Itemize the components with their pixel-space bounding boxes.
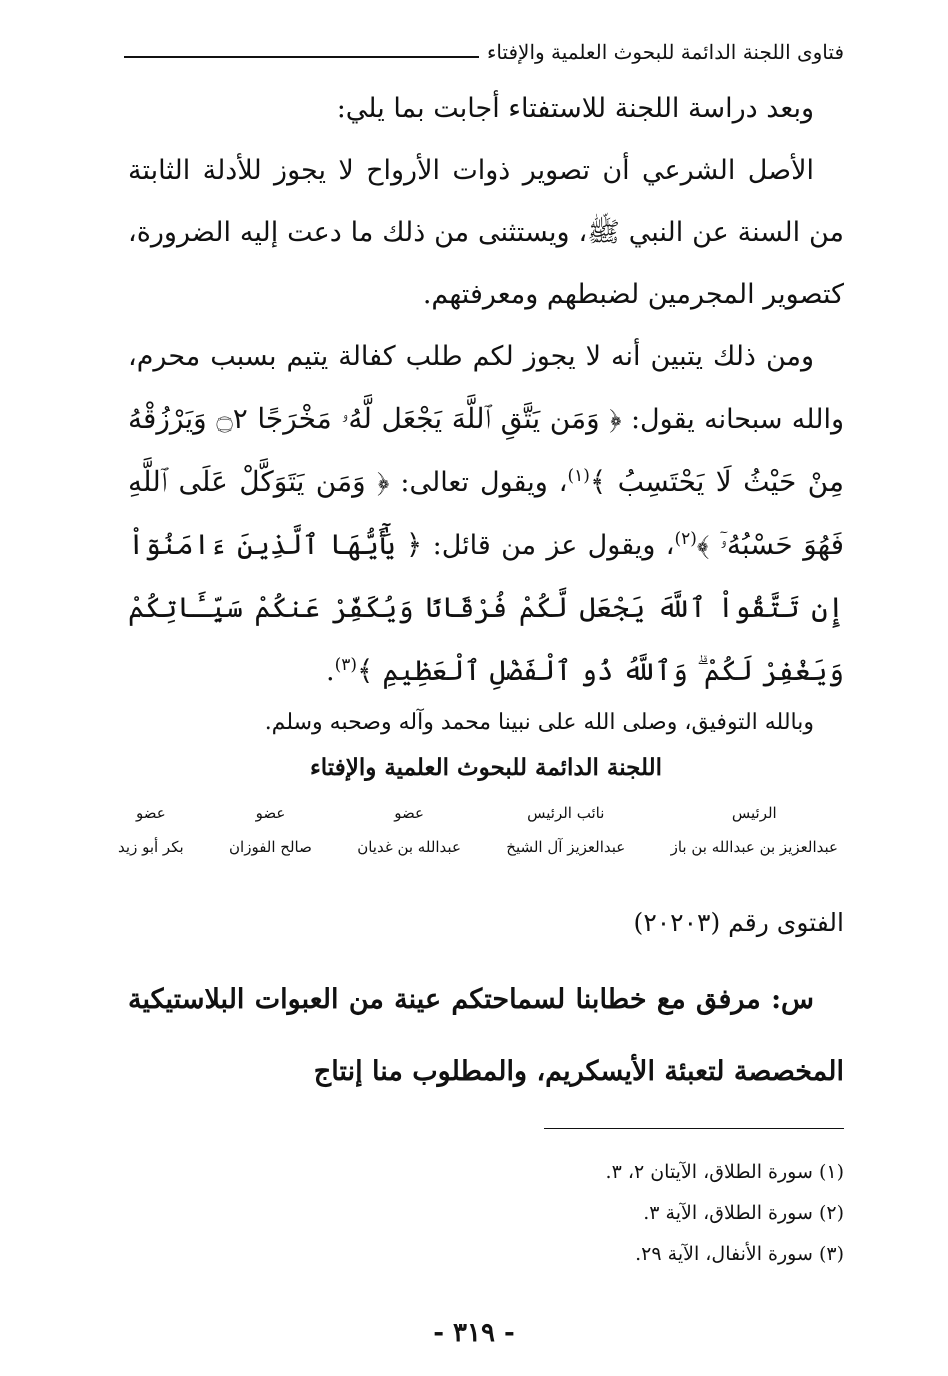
- signatures-block: [118, 796, 838, 866]
- quran-verse-1: ﴿ وَمَن يَتَّقِ ٱللَّهَ يَجْعَل لَّهُۥ مَخْرَجًا ۝٢ وَيَرْزُقْهُ مِنْ حَيْثُ لَا يَحْتَسِبُ ﴾: [128, 402, 844, 498]
- footnote-separator: [544, 1128, 844, 1129]
- paragraph-2-text-c: ، ويقول عز من قائل:: [432, 530, 675, 561]
- signature-name: بكر أبو زيد: [118, 838, 184, 856]
- signature-name: صالح الفوزان: [229, 838, 312, 856]
- fatwa-question: [128, 964, 844, 1108]
- signature-name: عبدالله بن غديان: [357, 838, 461, 856]
- signature-member-3: [118, 796, 184, 866]
- answer-paragraph-2: [128, 326, 844, 703]
- footnote-ref-1: (١): [567, 466, 590, 486]
- header-rule: [124, 56, 479, 58]
- closing-line: وبالله التوفيق، وصلى الله على نبينا محمد وآله وصحبه وسلم.: [264, 710, 814, 735]
- quran-verse-2: ﴿ وَمَن يَتَوَكَّلْ عَلَى ٱللَّهِ فَهُوَ حَسْبُهُۥٓ ﴾: [128, 465, 844, 561]
- signature-role: عضو: [255, 804, 286, 822]
- footnote-ref-3: (٣): [334, 655, 358, 675]
- paragraph-2-text-a: ومن ذلك يتبين أنه لا يجوز لكم طلب كفالة يتيم بسبب محرم، والله سبحانه يقول:: [128, 341, 844, 435]
- signature-role: عضو: [135, 804, 166, 822]
- fatwa-answer: [128, 78, 844, 743]
- running-header: [124, 24, 844, 64]
- signature-chair: [671, 796, 838, 866]
- paragraph-2-end: .: [326, 656, 335, 687]
- signature-member-2: [229, 796, 312, 866]
- paragraph-2-text-b: ، ويقول تعالى:: [400, 467, 568, 498]
- answer-paragraph-1: الأصل الشرعي أن تصوير ذوات الأرواح لا يجوز للأدلة الثابتة من السنة عن النبي ﷺ، ويستثنى من ذلك ما دعت إليه الضرورة، كتصوير المجرمين لضبطهم ومعرفتهم.: [128, 155, 844, 310]
- signature-role: نائب الرئيس: [527, 804, 605, 822]
- answer-intro: وبعد دراسة اللجنة للاستفتاء أجابت بما يلي:: [336, 93, 814, 124]
- quran-verse-3: ﴿ يَٰٓأَيُّهَا ٱلَّذِينَ ءَامَنُوٓاْ إِن تَتَّقُواْ ٱللَّهَ يَجْعَل لَّكُمْ فُرْقَانًا وَيُكَفِّرْ عَنكُمْ سَيِّـَٔاتِكُمْ وَيَغْفِرْ لَكُمْ ۗ وَٱللَّهُ ذُو ٱلْفَضْلِ ٱلْعَظِيمِ ﴾: [128, 528, 844, 687]
- footnotes-list: [128, 1152, 844, 1275]
- footnote-ref-2: (٢): [674, 529, 697, 549]
- signature-name: عبدالعزيز آل الشيخ: [506, 838, 626, 856]
- footnote-item: (٣) سورة الأنفال، الآية ٢٩.: [635, 1243, 844, 1265]
- signature-member-1: [357, 796, 461, 866]
- committee-title: اللجنة الدائمة للبحوث العلمية والإفتاء: [309, 754, 663, 781]
- fatwa-number: الفتوى رقم (٢٠٢٠٣): [633, 908, 844, 937]
- header-title: فتاوى اللجنة الدائمة للبحوث العلمية والإفتاء: [486, 40, 844, 64]
- footnote-item: (٢) سورة الطلاق، الآية ٣.: [643, 1202, 844, 1224]
- page-number: - ٣١٩ -: [433, 1318, 515, 1348]
- footnote-item: (١) سورة الطلاق، الآيتان ٢، ٣.: [605, 1161, 844, 1183]
- signature-name: عبدالعزيز بن عبدالله بن باز: [670, 838, 838, 856]
- question-text: س: مرفق مع خطابنا لسماحتكم عينة من العبوات البلاستيكية المخصصة لتعبئة الأيسكريم، والمطلوب منا إنتاج: [128, 984, 844, 1087]
- signature-role: عضو: [394, 804, 424, 822]
- signature-role: الرئيس: [731, 804, 777, 822]
- signature-vice-chair: [506, 796, 625, 866]
